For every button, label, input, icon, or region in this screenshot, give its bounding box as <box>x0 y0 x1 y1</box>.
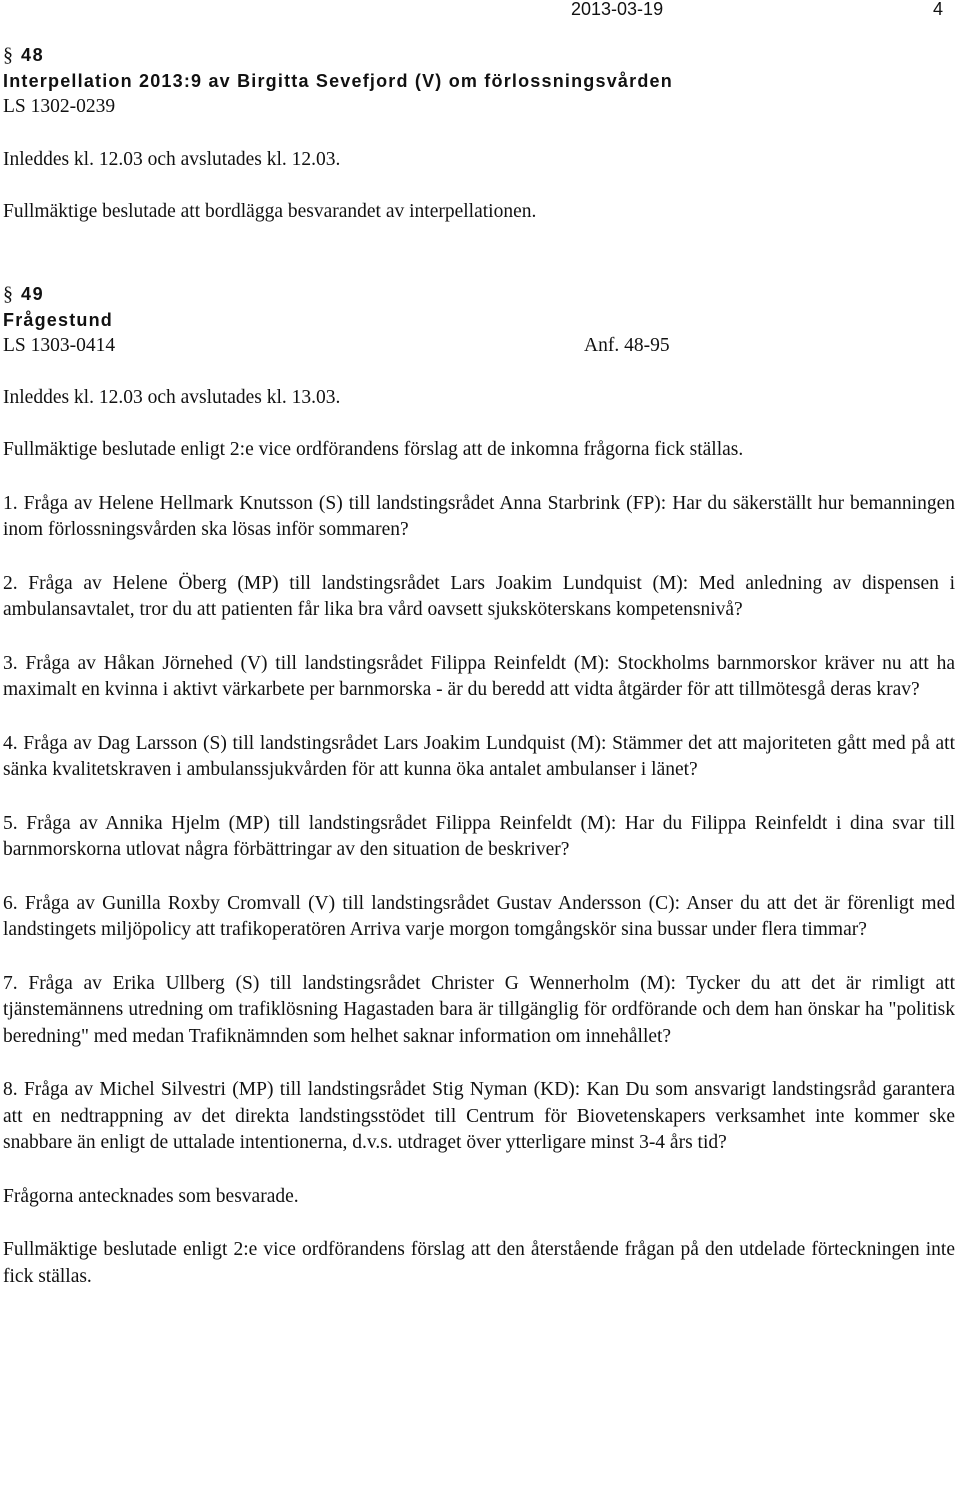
paragraph-sign: § <box>3 44 13 66</box>
question-3: 3. Fråga av Håkan Jörnehed (V) till landstingsrådet Filippa Reinfeldt (M): Stockholms barnmorskor kräver nu att ha maximalt en kvinna i aktivt värkarbete per barnmorska - är du beredd att vidta åtgärder för att tillmötesgå deras krav? <box>3 652 955 700</box>
section-48-reference: LS 1302-0239 <box>3 96 116 117</box>
section-48-title: Interpellation 2013:9 av Birgitta Sevefjord (V) om förlossningsvården <box>3 71 673 91</box>
section-48-number: 48 <box>21 45 45 65</box>
section-49-reference-row <box>3 333 955 359</box>
question-4: 4. Fråga av Dag Larsson (S) till landstingsrådet Lars Joakim Lundquist (M): Stämmer det att majoriteten gått med på att sänka kvalitetskraven i ambulanssjukvården för att kunna öka antalet ambulanser i länet? <box>3 732 955 780</box>
question-2: 2. Fråga av Helene Öberg (MP) till landstingsrådet Lars Joakim Lundquist (M): Med anledning av dispensen i ambulansavtalet, tror du att patienten får lika bra vård oavsett sjuksköterskans kompetensnivå? <box>3 572 955 620</box>
header-page-number: 4 <box>933 0 944 19</box>
answered-note: Frågorna antecknades som besvarade. <box>3 1185 299 1207</box>
section-49-decision: Fullmäktige beslutade enligt 2:e vice ordförandens förslag att de inkomna frågorna fick ställas. <box>3 439 744 460</box>
question-6: 6. Fråga av Gunilla Roxby Cromvall (V) till landstingsrådet Gustav Andersson (C): Anser du att det är förenligt med landstingets miljöpolicy att trafikoperatören Arriva varje morgon tomgångskör sina bussar under flera timmar? <box>3 892 955 940</box>
page-header <box>0 0 960 22</box>
section-49-heading <box>3 281 955 307</box>
section-48-timing: Inleddes kl. 12.03 och avslutades kl. 12.03. <box>3 148 341 170</box>
header-date: 2013-03-19 <box>571 0 664 19</box>
section-49-anf: Anf. 48-95 <box>584 334 670 356</box>
section-49-reference: LS 1303-0414 <box>3 334 116 356</box>
question-7: 7. Fråga av Erika Ullberg (S) till landstingsrådet Christer G Wennerholm (M): Tycker du att det är rimligt att tjänstemännens utredning om trafiklösning Hagastaden bara är tillgänglig för ordförande och dem han önskar ha "politisk beredning" med medan Trafiknämnden som helhet saknar information om innehållet? <box>3 972 955 1047</box>
final-decision: Fullmäktige beslutade enligt 2:e vice ordförandens förslag att den återstående frågan på den utdelade förteckningen inte fick ställas. <box>3 1239 955 1287</box>
section-49-timing: Inleddes kl. 12.03 och avslutades kl. 13.03. <box>3 386 341 408</box>
question-1: 1. Fråga av Helene Hellmark Knutsson (S) till landstingsrådet Anna Starbrink (FP): Har du säkerställt hur bemanningen inom förlossningsvården ska lösas inför sommaren? <box>3 492 955 540</box>
paragraph-sign: § <box>3 282 13 305</box>
section-48-heading <box>3 42 955 68</box>
section-49-title: Frågestund <box>3 309 114 330</box>
section-49-number: 49 <box>21 283 45 304</box>
page-content <box>3 42 955 1317</box>
question-8: 8. Fråga av Michel Silvestri (MP) till landstingsrådet Stig Nyman (KD): Kan Du som ansvarigt landstingsråd garantera att en nedtrappning av det direkta landstingsstödet till Centrum för Biovetenskapers verksamhet inte kommer ske snabbare än enligt de uttalade intentionerna, d.v.s. utdraget över ytterligare minst 3-4 års tid? <box>3 1079 955 1153</box>
question-5: 5. Fråga av Annika Hjelm (MP) till landstingsrådet Filippa Reinfeldt (M): Har du Filippa Reinfeldt i dina svar till barnmorskorna utlovat några förbättringar av den situation de beskriver? <box>3 812 955 860</box>
section-48-decision: Fullmäktige beslutade att bordlägga besvarandet av interpellationen. <box>3 201 537 222</box>
